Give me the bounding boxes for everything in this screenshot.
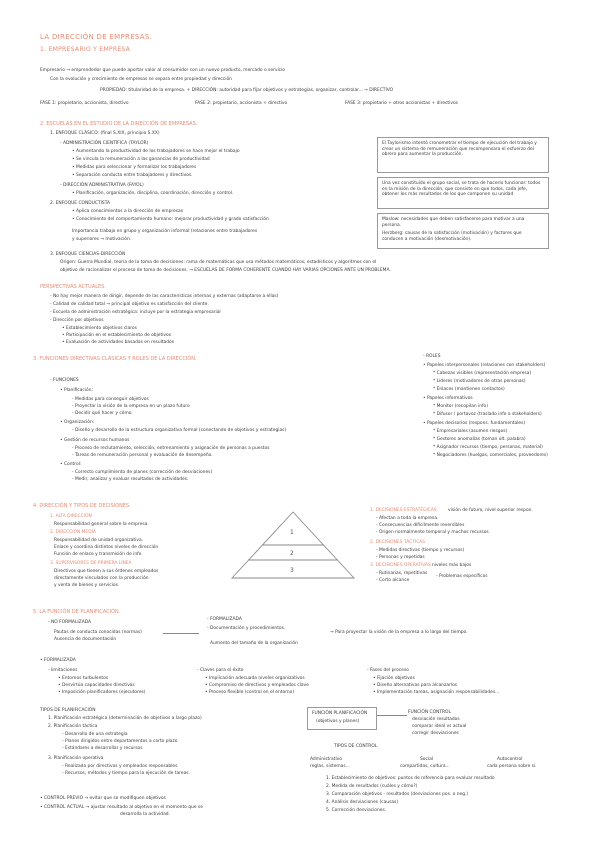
s6-lim2: • Desvirtúa capacidades directivas (58, 683, 135, 688)
arrow-line (163, 633, 199, 634)
section-3-heading: 3. FUNCIONES DIRECTIVAS CLÁSICAS Y ROLES DE LA DIRECCIÓN. (33, 356, 197, 362)
s6-tc3b: cada persona sobre sí. (487, 764, 537, 769)
s2-e2a: • Aplica conocimientos a la dirección de empresas (72, 209, 184, 214)
s4-c2: - Medir, analizar y evaluar resultados de actividades. (72, 477, 189, 482)
s3-l4: - Dirección por objetivos (50, 318, 104, 323)
s4-g1: - Proceso de reclutamiento, selección, entrenamiento y asignación de personas a puestos (72, 446, 270, 451)
s4-c1: - Correcto cumplimiento de planes (corrección de desviaciones) (72, 470, 213, 475)
s6-fa3: • Implementación tareas, asignación responsabilidades... (373, 690, 500, 695)
s6-tp3a: - Realizada por directivos y empleados responsables (62, 764, 178, 769)
s6-lim1: • Entornos turbulentos (58, 676, 109, 681)
s4-p1: - Medidas para conseguir objetivos (72, 397, 149, 402)
s6-fases: - Fases del proceso (367, 668, 409, 673)
s6-tp2b: - Planes dirigidos entre departamentos a corto plazo (62, 739, 178, 744)
s6-a: - NO FORMALIZADA (48, 620, 91, 625)
s6-a1: Pautas de conducta conocidas (normas) (54, 630, 142, 635)
s6-formalizada: • FORMALIZADA (40, 658, 76, 663)
s2-e2c: Importancia trabajo en grupo y organización informal (relaciones entre trabajadores (72, 229, 258, 234)
s6-tp1: 1. Planificación estratégica (determinación de objetivos a largo plazo) (48, 716, 202, 721)
s6-bx2c: corregir desviaciones (412, 731, 459, 736)
maslow-note: Maslow: necesidades que deben satisfacerse para motivar a una persona. (382, 217, 525, 228)
s6-tc3: Autocontrol (497, 757, 523, 762)
section-2-heading: 2. ESCUELAS EN EL ESTUDIO DE LA DIRECCIÓN DE EMPRESAS. (40, 121, 198, 127)
s6-cl3: • Proceso flexible (control en el entorno) (205, 690, 295, 695)
s1-line-2: Con la evolución y crecimiento de empresas se separa entre propiedad y dirección (50, 77, 232, 82)
pyramid-label-2: 2 (290, 550, 294, 557)
s6-tp3: 3. Planificación operativa (48, 756, 104, 761)
s5-k3b: - Corto alcance (376, 578, 410, 583)
s2-e1a1: • Aumentando la productividad de los trabajadores se hace mejor el trabajo (72, 149, 240, 154)
s4-roles: - ROLES (423, 354, 441, 359)
s6-tp2: 2. Planificación táctica (48, 724, 98, 729)
s6-bx2: FUNCIÓN CONTROL (408, 710, 451, 715)
s6-tc2: Social (420, 757, 434, 762)
s5-k2b: - Personas y repetidas (376, 555, 425, 560)
s2-e3a: Origen: Guerra Mundial, teoría de la toma de decisiones: rama de matemáticas que usa métodos matemáticos, estadísticos y algoritmos con el (60, 260, 377, 265)
s3-l7: • Evaluación de actividades basadas en resultados (62, 340, 175, 345)
s6-tipos-control: TIPOS DE CONTROL (334, 744, 378, 749)
s6-control-actual-2: desarrolla la actividad. (120, 812, 170, 817)
s1-fase-1: FASE 1: propietario, accionista, directivo (40, 101, 129, 106)
s6-b: - FORMALIZADA (207, 617, 242, 622)
s3-l3: - Escuela de administración estratégica: incluye por la estrategia empresarial (50, 310, 221, 315)
s1-fase-3: FASE 3: propietario + otros accionistas + directivos (345, 101, 458, 106)
section-1-heading: 1. EMPRESARIO Y EMPRESA (40, 46, 131, 53)
s6-control-actual: • CONTROL ACTUAL → ajustar resultado al objetivo en el momento que se (40, 805, 203, 810)
s4-funciones: - FUNCIONES (50, 378, 79, 383)
s5-k1b: - Consecuencias difícilmente reversibles (376, 523, 465, 528)
motivation-note-box (377, 213, 549, 249)
s5-d2b: Enlace y coordina distintos niveles de dirección (54, 545, 159, 550)
s5-d3: 3. SUPERVISORES DE PRIMERA LÍNEA (50, 561, 132, 566)
s6-b2: Aumento del tamaño de la organización (210, 641, 298, 646)
s5-d3b: directamente vinculados con la producción (54, 576, 149, 581)
hierarchy-pyramid (228, 508, 358, 582)
s5-d3a: Directivos que tienen a sus órdenes empleados (54, 569, 159, 574)
planning-function-box (307, 707, 377, 730)
pyramid-label-1: 1 (290, 529, 294, 536)
s6-tp2c: - Estándares a desarrollar y recursos (62, 746, 143, 751)
s6-fa2: • Diseño alternativas para alcanzarlos (373, 683, 458, 688)
s6-bx2b: comparar ideal vs actual (412, 724, 467, 729)
section-4-heading: 4. DIRECCIÓN Y TIPOS DE DECISIONES. (33, 503, 131, 509)
s5-k3h: niveles más bajos (432, 563, 472, 568)
page-title: LA DIRECCIÓN DE EMPRESAS. (40, 33, 153, 41)
s4-r3d: * Negociadores (huelgas, comerciales, proveedores) (433, 453, 548, 458)
s6-tc2b: compartidas, cultura... (400, 764, 450, 769)
s2-e2b: • Conocimiento del comportamiento humano: mejorar productividad y grado satisfacción (72, 217, 269, 222)
s4-r1: • Papeles interpersonales (relaciones con stakeholders) (423, 363, 546, 368)
s2-e1a3: • Medidas para seleccionar y formalizar los trabajadores (72, 165, 197, 170)
s2-e2: 2. ENFOQUE CONDUCTISTA (50, 201, 111, 206)
s4-r2a: * Monitor (recopilan info) (433, 404, 488, 409)
s6-claves: - Claves para el éxito (197, 668, 244, 673)
s6-control-previo: • CONTROL PREVIO → evitar que se modifiquen objetivos (40, 796, 166, 801)
s2-e1a4: • Separación conducta entre trabajadores y directivos. (72, 173, 193, 178)
section-perspectivas-heading: PERSPECTIVAS ACTUALES. (40, 284, 106, 290)
s2-e2d: y superiores → motivación. (72, 237, 132, 242)
s4-gestion: • Gestión de recursos humanos (60, 438, 130, 443)
s6-bx2a: desviación resultados (412, 717, 460, 722)
s4-r3c: * Asignador recursos (tiempo, personas, material) (433, 445, 543, 450)
s5-d1a: Responsabilidad general sobre la empresa. (54, 522, 149, 527)
taylorism-note: El Taylorismo intentó cronometrar el tiempo de ejecución del trabajo y crear un sistema de remuneración que recompensara el esfuerzo del obrero para aumentar la producción. (382, 141, 537, 157)
s5-d3c: y venta de bienes y servicios. (54, 583, 120, 588)
s1-fase-2: FASE 2: propietario, accionista + directivo (195, 101, 288, 106)
s6-cl2: • Compromiso de directivos y empleados clave (205, 683, 309, 688)
s6-lim: - limitaciones (48, 668, 78, 673)
s6-tp3b: - Recursos, métodos y tiempo para la ejecución de tareas. (62, 771, 190, 776)
s5-k1: 1. DECISIONES ESTRATÉGICAS (370, 508, 437, 513)
s4-r2: • Papeles informativos (423, 396, 473, 401)
s6-tipos: TIPOS DE PLANIFICACIÓN (40, 708, 96, 713)
s6-tc1b: reglas, sistemas... (310, 764, 350, 769)
herzberg-note: Herzberg: causas de la satisfacción (motivación) y factores que conducen a motivación (desmotivación). (382, 231, 522, 242)
s3-l2: - Calidad de calidad total → principal objetivo es satisfacción del cliente. (50, 302, 209, 307)
s6-b1: - Documentación y procedimientos. (207, 626, 286, 631)
fayol-note-box (377, 177, 549, 209)
s4-control: • Control: (60, 462, 82, 467)
s3-l1: - No hay mejor manera de dirigir, depende de las características internas y externas (adaptarse a ellas) (50, 294, 279, 299)
s6-st3: 3. Comparación objetivos - resultados (desviaciones pos. o neg.) (326, 792, 469, 797)
s2-e3: 3. ENFOQUE CIENCIAS-DIRECCIÓN (50, 252, 126, 257)
s4-r1c: * Enlaces (mantienen contactos) (433, 387, 505, 392)
s5-d2: 2. DIRECCIÓN MEDIA (50, 530, 96, 535)
s2-e1a2: • Se vincula la remuneración a las ganancias de productividad (72, 157, 210, 162)
s2-e1b: - DIRECCIÓN ADMINISTRATIVA (FAYOL) (60, 183, 144, 188)
s4-r2b: * Difusor / portavoz (traslado info a stakeholders) (433, 412, 542, 417)
s6-tc1: Administrativo (310, 757, 342, 762)
s5-k3a: - Rutinarias, repetitivas (376, 571, 428, 576)
s6-b3: → Para proyectar la visión de la empresa a lo largo del tiempo. (330, 630, 468, 635)
s6-st5: 5. Corrección desviaciones. (326, 808, 387, 813)
s4-o1: - Diseño y desarrollo de la estructura organizativa formal (conectando de objetivos y estrategias) (72, 428, 287, 433)
s6-a2: Ausencia de documentación (54, 637, 117, 642)
s6-st2: 2. Medida de resultados (cuáles y cómo?) (326, 784, 418, 789)
s6-lim3: • Imposición planificadores (ejecutores) (58, 690, 146, 695)
s5-k2: 2. DECISIONES TÁCTICAS (370, 540, 426, 545)
taylorism-note-box (377, 137, 549, 173)
s2-e3b: objetivo de racionalizar el proceso de toma de decisiones. → ESCUELAS DE FORMA COHERENTE CUANDO HAY VARIAS OPCIONES ANTE UN PROBLEMA. (60, 268, 391, 273)
s2-e1: 1. ENFOQUE CLÁSICO: (final S.XIX, principio S.XX) (50, 131, 160, 136)
s6-cl1: • Implicación adecuada niveles organizativos (205, 676, 305, 681)
s6-tp2a: - Desarrollo de una estrategia (62, 732, 128, 737)
s1-line-1: Empresario → emprendedor que puede aportar valor al consumidor con un nuevo producto, mercado o servicio (40, 68, 285, 73)
planning-box-title: FUNCIÓN PLANIFICACIÓN (312, 711, 368, 716)
s6-st1: 1. Establecimiento de objetivos: puntos de referencia para evaluar resultado (326, 776, 495, 781)
s5-d2a: Responsabilidad de unidad organizativa. (54, 538, 144, 543)
s4-r1a: * Cabezas visibles (representación empresa) (433, 371, 532, 376)
s4-r1b: * Líderes (motivadores de otras personas) (433, 379, 526, 384)
s4-r3: • Papeles decisorios (respons. fundamentales) (423, 421, 526, 426)
pyramid-label-3: 3 (290, 567, 294, 574)
s2-e1a: - ADMINISTRACIÓN CIENTÍFICA (TAYLOR) (60, 141, 149, 146)
s6-fa1: • Fijación objetivos (373, 676, 415, 681)
s5-k1c: - Origen normalmente temporal y muchos recursos (376, 530, 489, 535)
fayol-note: Una vez constituido el grupo social, se trata de hacerlo funcionar: todos en la misión de la dirección, que consiste en que todos, cada jefe, obtener los más resultados de los que componen su unidad (382, 181, 541, 197)
s4-p2: - Proyectar la visión de la empresa en un plazo futuro (72, 404, 190, 409)
s1-line-3: PROPIEDAD: titularidad de la empresa. + DIRECCIÓN: autoridad para fijar objetivos y estrategias, organizar, controlar... → DIRECTIVO (100, 88, 394, 93)
s4-g2: - Tareas de remuneración personal y evaluación de desempeño. (72, 453, 213, 458)
s4-r3b: * Gestores anomalías (toman últ. palabra) (433, 437, 526, 442)
s6-st4: 4. Análisis desviaciones (causas) (326, 800, 399, 805)
s5-d1: 1. ALTA DIRECCIÓN (50, 514, 92, 519)
section-5-heading: 5. LA FUNCIÓN DE PLANIFICACIÓN. (33, 609, 121, 615)
planning-control-connector (377, 715, 407, 716)
s4-r3a: * Empresariales (asumen riesgos) (433, 429, 508, 434)
s5-k2a: - Medidas directivas (tiempo y recursos) (376, 548, 465, 553)
planning-box-sub: (objetivos y planes) (316, 719, 360, 724)
s4-organizacion: • Organización: (60, 420, 95, 425)
s5-k1h: visión de futuro, nivel superior respon. (448, 508, 533, 513)
s5-k3: 3. DECISIONES OPERATIVAS (370, 563, 431, 568)
s2-e1b1: • Planificación, organización, disciplina, coordinación, dirección y control. (72, 191, 234, 196)
s3-l5: • Establecimiento objetivos claros (62, 326, 137, 331)
s5-d2c: Función de enlace y transmisión de info (54, 552, 142, 557)
s5-k1a: - Afectan a toda la empresa. (376, 516, 439, 521)
s4-p3: - Decidir qué hacer y cómo. (72, 411, 133, 416)
s3-l6: • Participación en el establecimiento de objetivos (62, 333, 171, 338)
s4-planificacion: • Planificación: (60, 388, 93, 393)
s5-k3c: - Problemas específicos (436, 574, 488, 579)
